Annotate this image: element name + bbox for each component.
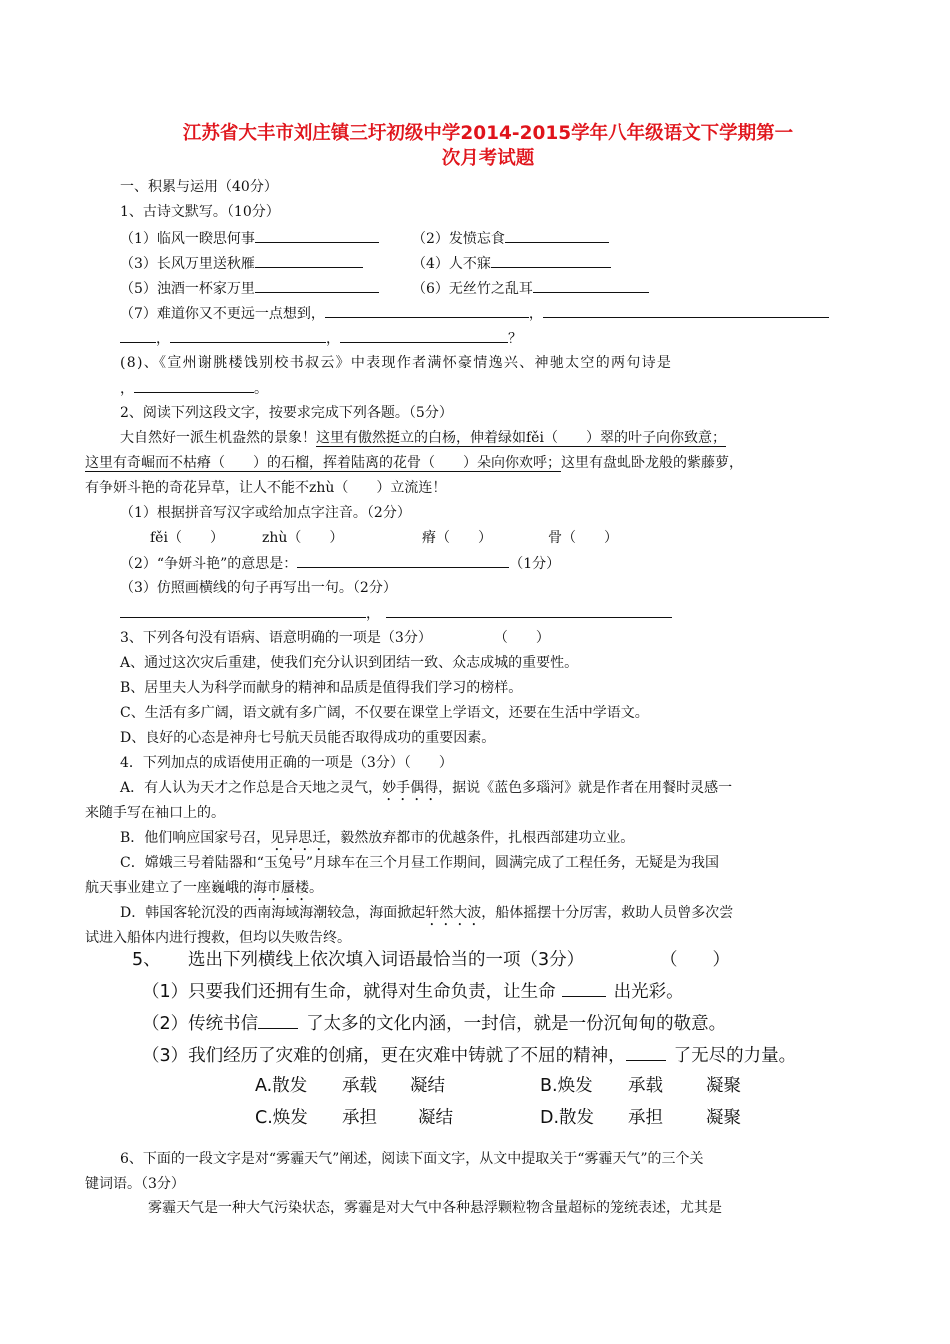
q5-option-b-1: B.焕发 <box>540 1076 593 1096</box>
q2-passage-line2: 这里有奇崛而不枯瘠（ ）的石榴，挥着陆离的花骨（ ）朵向你欢呼；这里有盘虬卧龙般的紫藤萝， <box>85 455 743 471</box>
q5-option-a-3: 凝结 <box>410 1076 445 1096</box>
underlined-sentence: 这里有傲然挺立的白杨，伸着绿如fěi（ ）翠的叶子向你致意； <box>316 430 726 446</box>
q2-sub3: （3）仿照画横线的句子再写出一句。（2分） <box>120 580 397 596</box>
q5-option-a-1: A.散发 <box>255 1076 308 1096</box>
q5-number: 5、 <box>132 950 161 970</box>
q4-option-a-cont: 来随手写在袖口上的。 <box>85 805 225 821</box>
q1-item-3: （3）长风万里送秋雁 <box>120 253 363 274</box>
q2-sub2: （2）“争妍斗艳”的意思是： （1分） <box>120 553 560 574</box>
q5-line3: （3）我们经历了灾难的创痛，更在灾难中铸就了不屈的精神， 了无尽的力量。 <box>142 1043 796 1068</box>
q5-line1: （1）只要我们还拥有生命，就得对生命负责，让生命 出光彩。 <box>142 979 684 1004</box>
dotted-idiom: 轩然大波 <box>425 905 482 921</box>
q4-option-c: C．嫦娥三号着陆器和“玉兔号”月球车在三个月昼工作期间，圆满完成了工程任务，无疑是为我国 <box>120 855 720 871</box>
answer-blank[interactable] <box>297 553 509 568</box>
q6-stem-cont: 键词语。（3分） <box>85 1176 185 1192</box>
q2-sub1: （1）根据拼音写汉字或给加点字注音。（2分） <box>120 505 411 521</box>
q1-item-4: （4）人不寐 <box>412 253 611 274</box>
answer-blank[interactable] <box>120 328 156 343</box>
q5-line2: （2）传统书信 了太多的文化内涵，一封信，就是一份沉甸甸的敬意。 <box>142 1011 726 1036</box>
q3-option-b: B、居里夫人为科学而献身的精神和品质是值得我们学习的榜样。 <box>120 680 523 696</box>
q1-item-8-cont: ， 。 <box>120 378 268 399</box>
exam-title-line1: 江苏省大丰市刘庄镇三圩初级中学2014-2015学年八年级语文下学期第一 <box>182 123 794 144</box>
q6-stem: 6、下面的一段文字是对“雾霾天气”阐述，阅读下面文字，从文中提取关于“雾霾天气”的三个关 <box>120 1151 704 1167</box>
q2-pinyin-3: 瘠（ ） <box>422 530 492 546</box>
q5-option-a-2: 承载 <box>342 1076 377 1096</box>
q6-passage: 雾霾天气是一种大气污染状态，雾霾是对大气中各种悬浮颗粒物含量超标的笼统表述，尤其是 <box>148 1200 722 1216</box>
dotted-idiom: 海市蜃楼 <box>253 880 309 896</box>
exam-title-line2: 次月考试题 <box>441 148 535 169</box>
q3-option-c: C、生活有多广阔，语文就有多广阔，不仅要在课堂上学语文，还要在生活中学语文。 <box>120 705 649 721</box>
q1-item-8: (8)、《宣州谢朓楼饯别校书叔云》中表现作者满怀豪情逸兴、神驰太空的两句诗是 <box>120 355 673 371</box>
q4-stem: 4．下列加点的成语使用正确的一项是（3分）（ ） <box>120 755 453 771</box>
answer-paren[interactable]: （ ） <box>660 950 730 970</box>
q3-option-d: D、良好的心态是神舟七号航天员能否取得成功的重要因素。 <box>120 730 496 746</box>
answer-blank[interactable] <box>255 253 363 268</box>
q4-option-b: B．他们响应国家号召，见异思迁，毅然放弃都市的优越条件，扎根西部建功立业。 <box>120 830 635 846</box>
answer-blank[interactable] <box>120 603 366 618</box>
q2-passage-line3: 有争妍斗艳的奇花异草，让人不能不zhù（ ）立流连！ <box>85 480 447 496</box>
q5-option-c-1: C.焕发 <box>255 1108 308 1128</box>
q5-option-d-1: D.散发 <box>540 1108 595 1128</box>
q2-pinyin-1: fěi（ ） <box>150 530 224 546</box>
answer-blank[interactable] <box>505 228 609 243</box>
answer-blank[interactable] <box>340 328 508 343</box>
answer-paren[interactable]: （ ） <box>493 630 550 646</box>
answer-blank[interactable] <box>386 603 672 618</box>
answer-blank[interactable] <box>533 278 649 293</box>
q1-item-2: （2）发愤忘食 <box>412 228 609 249</box>
q3-option-a: A、通过这次灾后重建，使我们充分认识到团结一致、众志成城的重要性。 <box>120 655 579 671</box>
dotted-idiom: 见异思迁 <box>270 830 327 846</box>
answer-blank[interactable] <box>258 1011 298 1029</box>
q4-option-a: A．有人认为天才之作总是合天地之灵气，妙手偶得，据说《蓝色多瑙河》就是作者在用餐时灵感一 <box>120 780 733 796</box>
answer-blank[interactable] <box>134 378 254 393</box>
underlined-sentence: 这里有奇崛而不枯瘠（ ）的石榴，挥着陆离的花骨（ ）朵向你欢呼； <box>85 455 561 471</box>
q4-option-d: D．韩国客轮沉没的西南海域海潮较急，海面掀起轩然大波，船体摇摆十分厉害，救助人员曾多次尝 <box>120 905 734 921</box>
q4-option-c-cont: 航天事业建立了一座巍峨的海市蜃楼。 <box>85 880 323 896</box>
q5-stem: 选出下列横线上依次填入词语最恰当的一项（3分） <box>188 950 585 970</box>
q5-option-b-2: 承载 <box>628 1076 663 1096</box>
q2-pinyin-2: zhù（ ） <box>262 530 344 546</box>
answer-blank[interactable] <box>543 303 829 318</box>
q1-stem: 1、古诗文默写。（10分） <box>120 204 280 220</box>
q1-item-7-cont: ， ， ？ <box>120 328 522 349</box>
q5-option-d-2: 承担 <box>628 1108 663 1128</box>
q2-sub3-answer: ， <box>120 603 672 624</box>
q2-stem: 2、阅读下列这段文字，按要求完成下列各题。（5分） <box>120 405 453 421</box>
q1-item-1: （1）临风一睽思何事 <box>120 228 379 249</box>
dotted-idiom: 妙手偶得 <box>382 780 439 796</box>
answer-blank[interactable] <box>170 328 326 343</box>
answer-blank[interactable] <box>255 278 379 293</box>
q1-item-7: （7）难道你又不更远一点想到， ， <box>120 303 829 324</box>
q2-pinyin-4: 骨（ ） <box>548 530 618 546</box>
q3-stem: 3、下列各句没有语病、语意明确的一项是（3分） （ ） <box>120 630 550 646</box>
answer-blank[interactable] <box>325 303 529 318</box>
q1-item-5: （5）浊酒一杯家万里 <box>120 278 379 299</box>
q2-passage-line1: 大自然好一派生机盎然的景象！这里有傲然挺立的白杨，伸着绿如fěi（ ）翠的叶子向你致意； <box>120 430 726 446</box>
q5-option-b-3: 凝聚 <box>706 1076 741 1096</box>
q4-option-d-cont: 试进入船体内进行搜救，但均以失败告终。 <box>85 930 351 946</box>
answer-blank[interactable] <box>626 1043 666 1061</box>
answer-blank[interactable] <box>562 979 606 997</box>
q5-option-c-3: 凝结 <box>418 1108 453 1128</box>
q1-item-6: （6）无丝竹之乱耳 <box>412 278 649 299</box>
answer-blank[interactable] <box>255 228 379 243</box>
section-heading: 一、积累与运用（40分） <box>120 179 278 195</box>
answer-blank[interactable] <box>491 253 611 268</box>
q5-option-d-3: 凝聚 <box>706 1108 741 1128</box>
q5-option-c-2: 承担 <box>342 1108 377 1128</box>
